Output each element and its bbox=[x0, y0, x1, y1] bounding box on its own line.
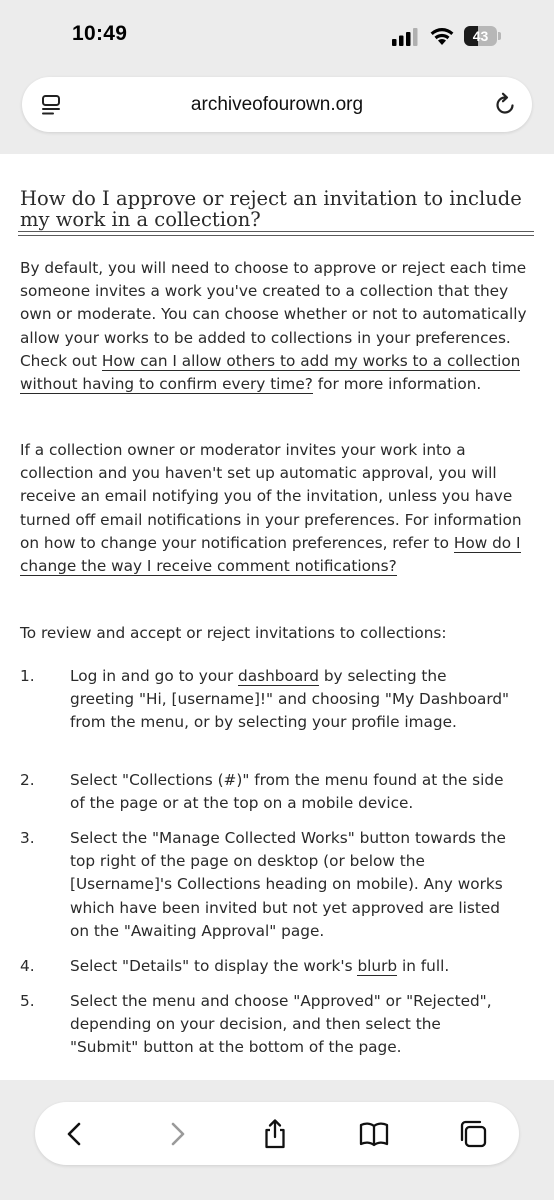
reload-icon[interactable] bbox=[494, 92, 516, 116]
page-content bbox=[0, 154, 554, 1080]
step-number: 4. bbox=[20, 957, 35, 975]
step-text: Select "Collections (#)" from the menu found at the side of the page or at the top on a mobile device. bbox=[70, 771, 504, 813]
address-bar[interactable] bbox=[22, 77, 532, 132]
step-number: 1. bbox=[20, 667, 35, 685]
dashboard-link[interactable]: dashboard bbox=[238, 667, 319, 685]
step-text: Select the "Manage Collected Works" button towards the top right of the page on desktop (or below the [Username]'s Collections heading on mobile). Any works which have been invited but not yet approved are listed on the "Awaiting Approval" page. bbox=[70, 829, 506, 940]
paragraph-email-notification: If a collection owner or moderator invites your work into a collection and you haven't set up automatic approval, you will receive an email notifying you of the invitation, unless you have turned off email notifications in your preferences. For information on how to change your notification preferences, refer to How do I change the way I receive comment notifications? bbox=[20, 441, 522, 576]
heading-rule-2 bbox=[18, 235, 534, 236]
url-text[interactable]: archiveofourown.org bbox=[190, 94, 364, 115]
battery-percent: 43 bbox=[472, 28, 489, 44]
step-number: 3. bbox=[20, 829, 35, 847]
share-icon[interactable] bbox=[259, 1118, 291, 1150]
bookmarks-icon[interactable] bbox=[358, 1118, 390, 1150]
step-text: Log in and go to your dashboard by selecting the greeting "Hi, [username]!" and choosing "My Dashboard" from the menu, or by selecting your profile image. bbox=[70, 667, 510, 732]
comment-notifications-faq-link[interactable]: How do I change the way I receive comment notifications? bbox=[20, 533, 521, 576]
back-icon[interactable] bbox=[59, 1118, 91, 1150]
heading-rule bbox=[18, 231, 534, 232]
step-number: 2. bbox=[20, 771, 35, 789]
step-text: Select "Details" to display the work's blurb in full. bbox=[70, 957, 450, 975]
status-time: 10:49 bbox=[72, 22, 128, 45]
toolbar bbox=[35, 1102, 519, 1165]
paragraph-default-approval: By default, you will need to choose to approve or reject each time someone invites a work you've created to a collection that they own or moderate. You can choose whether or not to automatically allow your works to be added to collections in your preferences. Check out How can I allow others to add my works to a collection without having to confirm every time? for more information. bbox=[20, 259, 527, 394]
wifi-icon bbox=[428, 24, 456, 46]
browser-top-bar bbox=[0, 0, 554, 154]
faq-question-heading: How do I approve or reject an invitation to include my work in a collection? bbox=[20, 187, 522, 231]
blurb-link[interactable]: blurb bbox=[357, 957, 398, 975]
steps-intro: To review and accept or reject invitations to collections: bbox=[20, 624, 447, 642]
forward-icon[interactable] bbox=[161, 1118, 193, 1150]
step-text: Select the menu and choose "Approved" or "Rejected", depending on your decision, and then select the "Submit" button at the bottom of the page. bbox=[70, 992, 492, 1057]
tabs-icon[interactable] bbox=[457, 1118, 489, 1150]
cellular-signal-icon bbox=[392, 28, 418, 46]
step-number: 5. bbox=[20, 992, 35, 1010]
browser-bottom-bar bbox=[0, 1080, 554, 1200]
battery-indicator bbox=[464, 26, 500, 46]
allow-others-faq-link[interactable]: How can I allow others to add my works to a collection without having to confirm every time? bbox=[20, 351, 521, 394]
